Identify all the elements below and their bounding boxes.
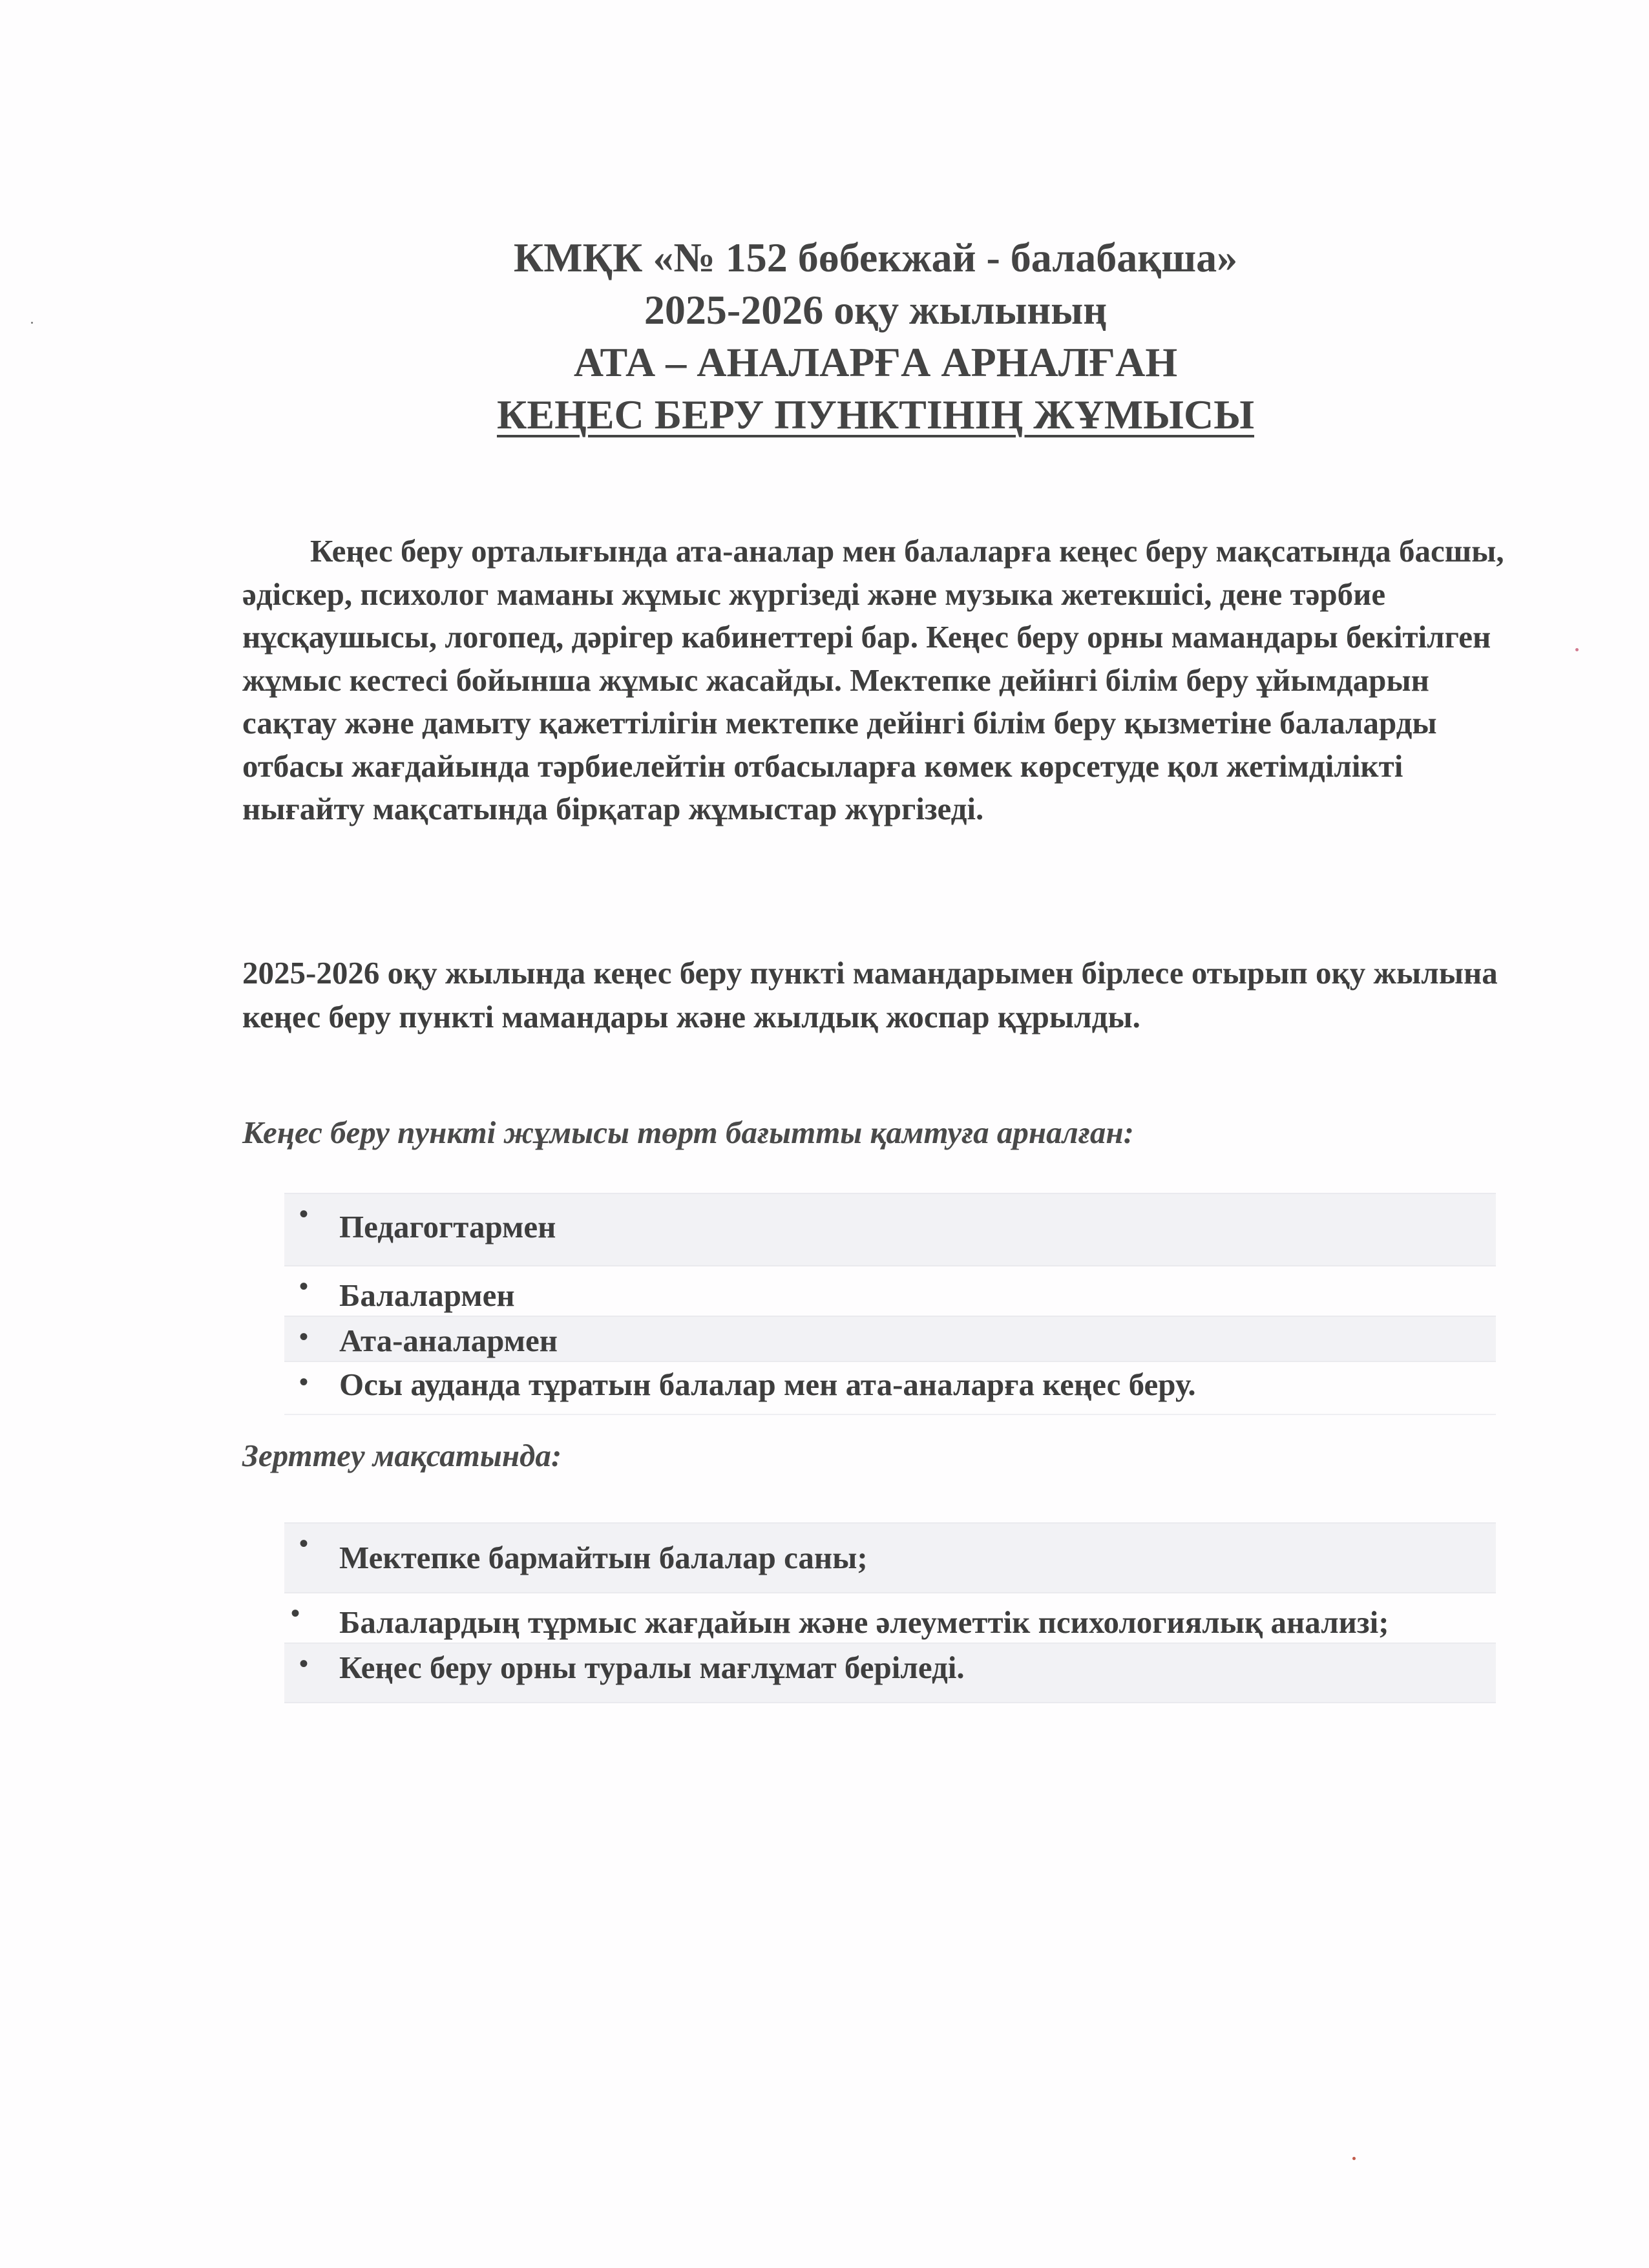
title-line-audience: АТА – АНАЛАРҒА АРНАЛҒАН: [573, 339, 1178, 385]
plan-paragraph: 2025-2026 оқу жылында кеңес беру пункті мамандарымен бірлесе отырып оқу жылына кеңес беру пункті мамандары және жылдық жоспар құрылды.: [242, 955, 1498, 1034]
list-item-text: Осы ауданда тұратын балалар мен ата-аналарға кеңес беру.: [339, 1367, 1196, 1402]
directions-list: [284, 1193, 1496, 1415]
bullet-icon: •: [299, 1272, 308, 1301]
title-line-academic-year: 2025-2026 оқу жылының: [644, 287, 1108, 333]
title-line-organization: КМҚК «№ 152 бөбекжай - балабақша»: [513, 235, 1238, 280]
bullet-icon: •: [299, 1322, 308, 1351]
list-item-text: Кеңес беру орны туралы мағлұмат беріледі.: [339, 1650, 965, 1685]
bullet-icon: •: [299, 1367, 308, 1396]
list-item: [284, 1266, 1496, 1316]
scan-speck: [1352, 2157, 1356, 2160]
list-item-text: Ата-аналармен: [339, 1323, 558, 1358]
bullet-icon: •: [299, 1529, 308, 1558]
list-item-text: Балалармен: [339, 1277, 515, 1313]
scan-speck: [1575, 648, 1579, 651]
directions-heading: Кеңес беру пункті жұмысы төрт бағытты қамтуға арналған:: [242, 1115, 1134, 1150]
list-item: [284, 1643, 1496, 1703]
list-item: [284, 1316, 1496, 1362]
study-heading: Зерттеу мақсатында:: [242, 1438, 562, 1473]
list-item-text: Мектепке бармайтын балалар саны;: [339, 1540, 868, 1575]
list-item-text: Балалардың тұрмыс жағдайын және әлеуметтік психологиялық анализі;: [339, 1604, 1389, 1640]
document-title: [233, 231, 1518, 441]
intro-paragraph: Кеңес беру орталығында ата-аналар мен балаларға кеңес беру мақсатында басшы, әдіскер, психолог маманы жұмыс жүргізеді және музыка жетекшісі, дене тәрбие нұсқаушысы, логопед, дәрігер кабинеттері бар. Кеңес беру орны мамандары бекітілген жұмыс кестесі бойынша жұмыс жасайды. Мектепке дейінгі білім беру ұйымдарын сақтау және дамыту қажеттілігін мектепке дейінгі білім беру қызметіне балаларды отбасы жағдайында тәрбиелейтін отбасыларға көмек көрсетуде қол жетімділікті нығайту мақсатында бірқатар жұмыстар жүргізеді.: [242, 533, 1504, 826]
title-line-subject: [233, 388, 1518, 441]
list-item: [284, 1593, 1496, 1643]
bullet-icon: •: [291, 1599, 300, 1628]
list-item: [284, 1522, 1496, 1593]
bullet-icon: •: [299, 1649, 308, 1678]
list-item-text: Педагогтармен: [339, 1209, 556, 1244]
study-list: [284, 1522, 1496, 1703]
list-item: [284, 1362, 1496, 1415]
scan-speck: [31, 322, 33, 324]
list-item: [284, 1193, 1496, 1266]
title-subject-text: КЕҢЕС БЕРУ ПУНКТІНІҢ ЖҰМЫСЫ: [496, 392, 1255, 437]
bullet-icon: •: [299, 1199, 308, 1228]
